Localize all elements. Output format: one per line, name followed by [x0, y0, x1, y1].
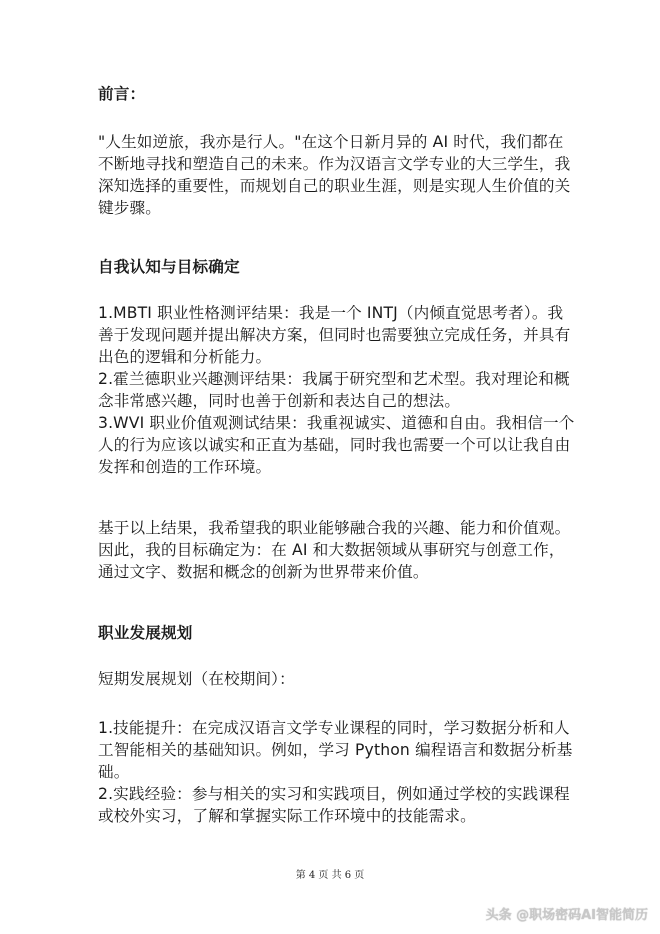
preface-heading: 前言： — [98, 85, 146, 103]
paragraph-line: 或校外实习，了解和掌握实际工作环境中的技能需求。 — [98, 807, 476, 825]
paragraph-line: 键步骤。 — [98, 199, 161, 217]
paragraph-line: 2.霍兰德职业兴趣测评结果：我属于研究型和艺术型。我对理论和概 — [98, 370, 570, 388]
career-planning-heading: 职业发展规划 — [98, 624, 193, 642]
paragraph-line: 念非常感兴趣，同时也善于创新和表达自己的想法。 — [98, 392, 461, 410]
paragraph-line: 出色的逻辑和分析能力。 — [98, 348, 272, 366]
short-term-heading-block — [98, 668, 578, 690]
paragraph-line: 发挥和创造的工作环境。 — [98, 458, 272, 476]
paragraph-line: 工智能相关的基础知识。例如，学习 Python 编程语言和数据分析基 — [98, 741, 573, 759]
paragraph-line: 因此，我的目标确定为：在 AI 和大数据领域从事研究与创意工作， — [98, 541, 565, 559]
paragraph-line: 基于以上结果，我希望我的职业能够融合我的兴趣、能力和价值观。 — [98, 519, 571, 537]
self-awareness-list — [98, 302, 578, 478]
paragraph-line: 深知选择的重要性，而规划自己的职业生涯，则是实现人生价值的关 — [98, 177, 571, 195]
paragraph-line: "人生如逆旅，我亦是行人。"在这个日新月异的 AI 时代，我们都在 — [98, 133, 564, 151]
paragraph-line: 3.WVI 职业价值观测试结果：我重视诚实、道德和自由。我相信一个 — [98, 414, 575, 432]
watermark: 头条 @职场密码AI智能简历 — [485, 908, 648, 923]
preface-heading-block — [98, 83, 578, 105]
career-heading-block — [98, 622, 578, 644]
short-term-list — [98, 717, 578, 827]
self-awareness-heading: 自我认知与目标确定 — [98, 258, 240, 276]
self-heading-block — [98, 256, 578, 278]
page-number-footer: 第 4 页 共 6 页 — [295, 870, 365, 881]
paragraph-line: 2.实践经验：参与相关的实习和实践项目，例如通过学校的实践课程 — [98, 785, 570, 803]
paragraph-line: 善于发现问题并提出解决方案，但同时也需要独立完成任务，并具有 — [98, 326, 571, 344]
paragraph-line: 不断地寻找和塑造自己的未来。作为汉语言文学专业的大三学生，我 — [98, 155, 571, 173]
paragraph-line: 1.MBTI 职业性格测评结果：我是一个 INTJ（内倾直觉思考者）。我 — [98, 304, 564, 322]
paragraph-line: 1.技能提升：在完成汉语言文学专业课程的同时，学习数据分析和人 — [98, 719, 570, 737]
short-term-heading: 短期发展规划（在校期间）： — [98, 670, 295, 688]
preface-paragraph — [98, 131, 578, 219]
paragraph-line: 通过文字、数据和概念的创新为世界带来价值。 — [98, 563, 429, 581]
paragraph-line: 础。 — [98, 763, 130, 781]
paragraph-line: 人的行为应该以诚实和正直为基础，同时我也需要一个可以让我自由 — [98, 436, 571, 454]
goal-paragraph — [98, 517, 578, 583]
